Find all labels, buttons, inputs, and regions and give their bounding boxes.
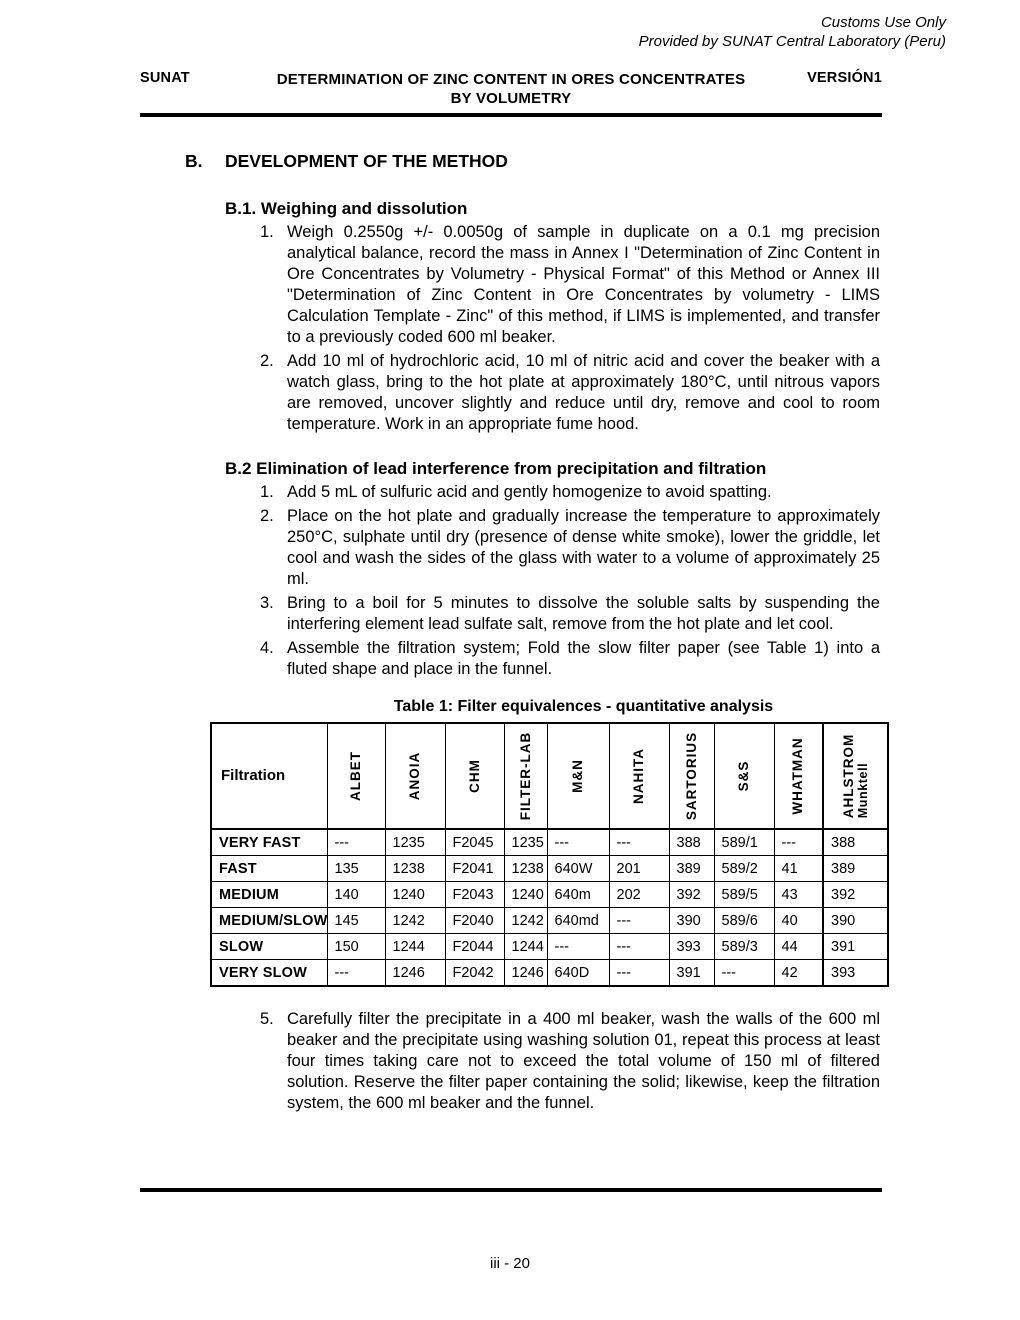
table-cell: 1238 [385,856,445,882]
table-cell: 393 [823,960,888,987]
document-title [265,70,757,108]
page-number: iii - 20 [489,1255,530,1272]
table-cell: F2041 [445,856,504,882]
table-cell: 389 [823,856,888,882]
table-cell: 589/3 [714,934,774,960]
list-item-text: Add 5 mL of sulfuric acid and gently homogenize to avoid spatting. [287,483,772,501]
table-cell: 640W [547,856,609,882]
watermark [639,13,946,51]
table-cell: 389 [669,856,714,882]
filter-equivalences-table [210,722,889,987]
list-item-text: Assemble the filtration system; Fold the slow filter paper (see Table 1) into a fluted shape and place in the funnel. [287,639,880,678]
table-cell: 43 [774,882,823,908]
document-header [140,70,882,108]
table-cell: F2043 [445,882,504,908]
ahlstrom-line-2: Munktell [855,762,870,819]
section-b-title: DEVELOPMENT OF THE METHOD [225,151,508,171]
table-cell: 392 [823,882,888,908]
col-header-sartorius-label: SARTORIUS [683,731,699,821]
table-cell: 388 [823,829,888,856]
list-item5 [260,1009,880,1114]
heading-b2: B.2 Elimination of lead interference from precipitation and filtration [225,459,767,478]
table-cell: F2042 [445,960,504,987]
table-cell: 202 [609,882,669,908]
table-cell: 1242 [504,908,547,934]
table-cell: 589/1 [714,829,774,856]
table-cell: 1235 [385,829,445,856]
section-b-heading [185,151,882,172]
table-cell: F2045 [445,829,504,856]
watermark-line-1: Customs Use Only [820,14,946,31]
table-header-row [211,723,888,829]
col-header-anoia-label: ANOIA [407,751,422,801]
footer-rule [140,1188,882,1192]
list-item [260,482,880,503]
list-item-text: Bring to a boil for 5 minutes to dissolve the soluble salts by suspending the interfering element lead sulfate salt, remove from the hot plate and let cool. [287,594,880,633]
document-title-line-2: BY VOLUMETRY [450,90,572,107]
table-cell: 1244 [385,934,445,960]
col-header-nahita [609,723,669,829]
table-cell: 42 [774,960,823,987]
col-header-whatman-label: WHATMAN [790,737,806,815]
col-header-albet [327,723,385,829]
row-label: VERY SLOW [211,960,327,987]
table-cell: 40 [774,908,823,934]
table-row-fast [211,856,888,882]
col-header-filtration [211,723,327,829]
table-cell: 640md [547,908,609,934]
version-label: VERSIÓN1 [807,70,882,86]
org-name: SUNAT [140,70,190,86]
table-cell: --- [714,960,774,987]
table-cell: 1238 [504,856,547,882]
col-header-sartorius [669,723,714,829]
list-item [260,222,880,348]
table-cell: 1235 [504,829,547,856]
heading-b1: B.1. Weighing and dissolution [225,199,468,218]
table-cell: 390 [669,908,714,934]
list-item-text: Add 10 ml of hydrochloric acid, 10 ml of nitric acid and cover the beaker with a watch glass, bring to the hot plate at approximately 180°C, until nitrous vapors are removed, uncover slightly and reduce until dry, remove and cool to room temperature. Work in an appropriate fume hood. [287,352,880,433]
table-cell: 589/2 [714,856,774,882]
row-label: SLOW [211,934,327,960]
watermark-line-2: Provided by SUNAT Central Laboratory (Peru) [638,33,946,50]
col-header-ss [714,723,774,829]
table-row-very-fast [211,829,888,856]
table-cell: --- [609,960,669,987]
table-cell: F2040 [445,908,504,934]
table-cell: 589/6 [714,908,774,934]
table-cell: 640m [547,882,609,908]
table-title: Table 1: Filter equivalences - quantitative analysis [393,698,774,715]
table-cell: 1246 [504,960,547,987]
col-header-mn-label: M&N [570,759,585,793]
table-row-medium [211,882,888,908]
row-label: MEDIUM/SLOW [211,908,327,934]
table-cell: 201 [609,856,669,882]
table-cell: --- [609,908,669,934]
table-cell: --- [774,829,823,856]
col-header-ss-label: S&S [736,760,751,792]
table-cell: 1246 [385,960,445,987]
table-cell: 135 [327,856,385,882]
table-row-very-slow [211,960,888,987]
list-b2 [260,482,880,680]
table-cell: --- [327,960,385,987]
table-row-medium-slow [211,908,888,934]
table-cell: --- [327,829,385,856]
list-item-number: 1. [260,223,274,241]
table-cell: --- [609,934,669,960]
col-header-filtration-label: Filtration [221,767,286,784]
col-header-chm [445,723,504,829]
table-cell: 140 [327,882,385,908]
table-cell: 1240 [385,882,445,908]
table-cell: 1244 [504,934,547,960]
list-item-number: 5. [260,1010,274,1028]
row-label: FAST [211,856,327,882]
table-cell: 392 [669,882,714,908]
list-item [260,638,880,680]
ahlstrom-line-1: AHLSTROM [840,733,856,819]
col-header-ahlstrom [823,723,888,829]
page-content [140,117,882,1114]
col-header-anoia [385,723,445,829]
col-header-chm-label: CHM [466,759,482,793]
table-cell: 589/5 [714,882,774,908]
col-header-nahita-label: NAHITA [631,748,646,804]
list-b1 [260,222,880,435]
table-cell: --- [609,829,669,856]
list-item [260,593,880,635]
list-item [260,506,880,590]
table-cell: --- [547,934,609,960]
table-cell: 1242 [385,908,445,934]
section-b-label: B. [185,151,203,171]
list-item-number: 4. [260,639,274,657]
table-cell: 390 [823,908,888,934]
col-header-whatman [774,723,823,829]
table-cell: F2044 [445,934,504,960]
col-header-mn [547,723,609,829]
list-item [260,351,880,435]
row-label: MEDIUM [211,882,327,908]
row-label: VERY FAST [211,829,327,856]
col-header-filter-lab-label: FILTER-LAB [517,731,533,821]
table-cell: 640D [547,960,609,987]
table-cell: 391 [669,960,714,987]
list-item-text: Carefully filter the precipitate in a 400 ml beaker, wash the walls of the 600 ml beaker and the precipitate using washing solution 01, repeat this process at least four times taking care not to exceed the total volume of 150 ml of filtered solution. Reserve the filter paper containing the solid; likewise, keep the filtration system, the 600 ml beaker and the funnel. [287,1010,880,1112]
table-cell: 393 [669,934,714,960]
list-item-number: 3. [260,594,274,612]
table-cell: 44 [774,934,823,960]
table-cell: 388 [669,829,714,856]
list-item-number: 1. [260,483,274,501]
col-header-filter-lab [504,723,547,829]
list-item-text: Place on the hot plate and gradually increase the temperature to approximately 250°C, sulphate until dry (presence of dense white smoke), lower the griddle, let cool and wash the sides of the glass with water to a volume of approximately 25 ml. [287,507,880,588]
col-header-albet-label: ALBET [348,751,363,801]
document-title-line-1: DETERMINATION OF ZINC CONTENT IN ORES CONCENTRATES [276,71,746,88]
table-cell: 1240 [504,882,547,908]
list-item-number: 2. [260,352,274,370]
table-cell: 150 [327,934,385,960]
table-cell: --- [547,829,609,856]
list-item-text: Weigh 0.2550g +/- 0.0050g of sample in duplicate on a 0.1 mg precision analytical balance, record the mass in Annex I "Determination of Zinc Content in Ore Concentrates by Volumetry - Physical Format" of this Method or Annex III "Determination of Zinc Content in Ore Concentrates by volumetry - LIMS Calculation Template - Zinc" of this method, if LIMS is implemented, and transfer to a previously coded 600 ml beaker. [287,223,880,346]
table-row-slow [211,934,888,960]
table-cell: 145 [327,908,385,934]
col-header-ahlstrom-label [842,734,870,819]
list-item [260,1009,880,1114]
table-cell: 41 [774,856,823,882]
table-cell: 391 [823,934,888,960]
list-item-number: 2. [260,507,274,525]
